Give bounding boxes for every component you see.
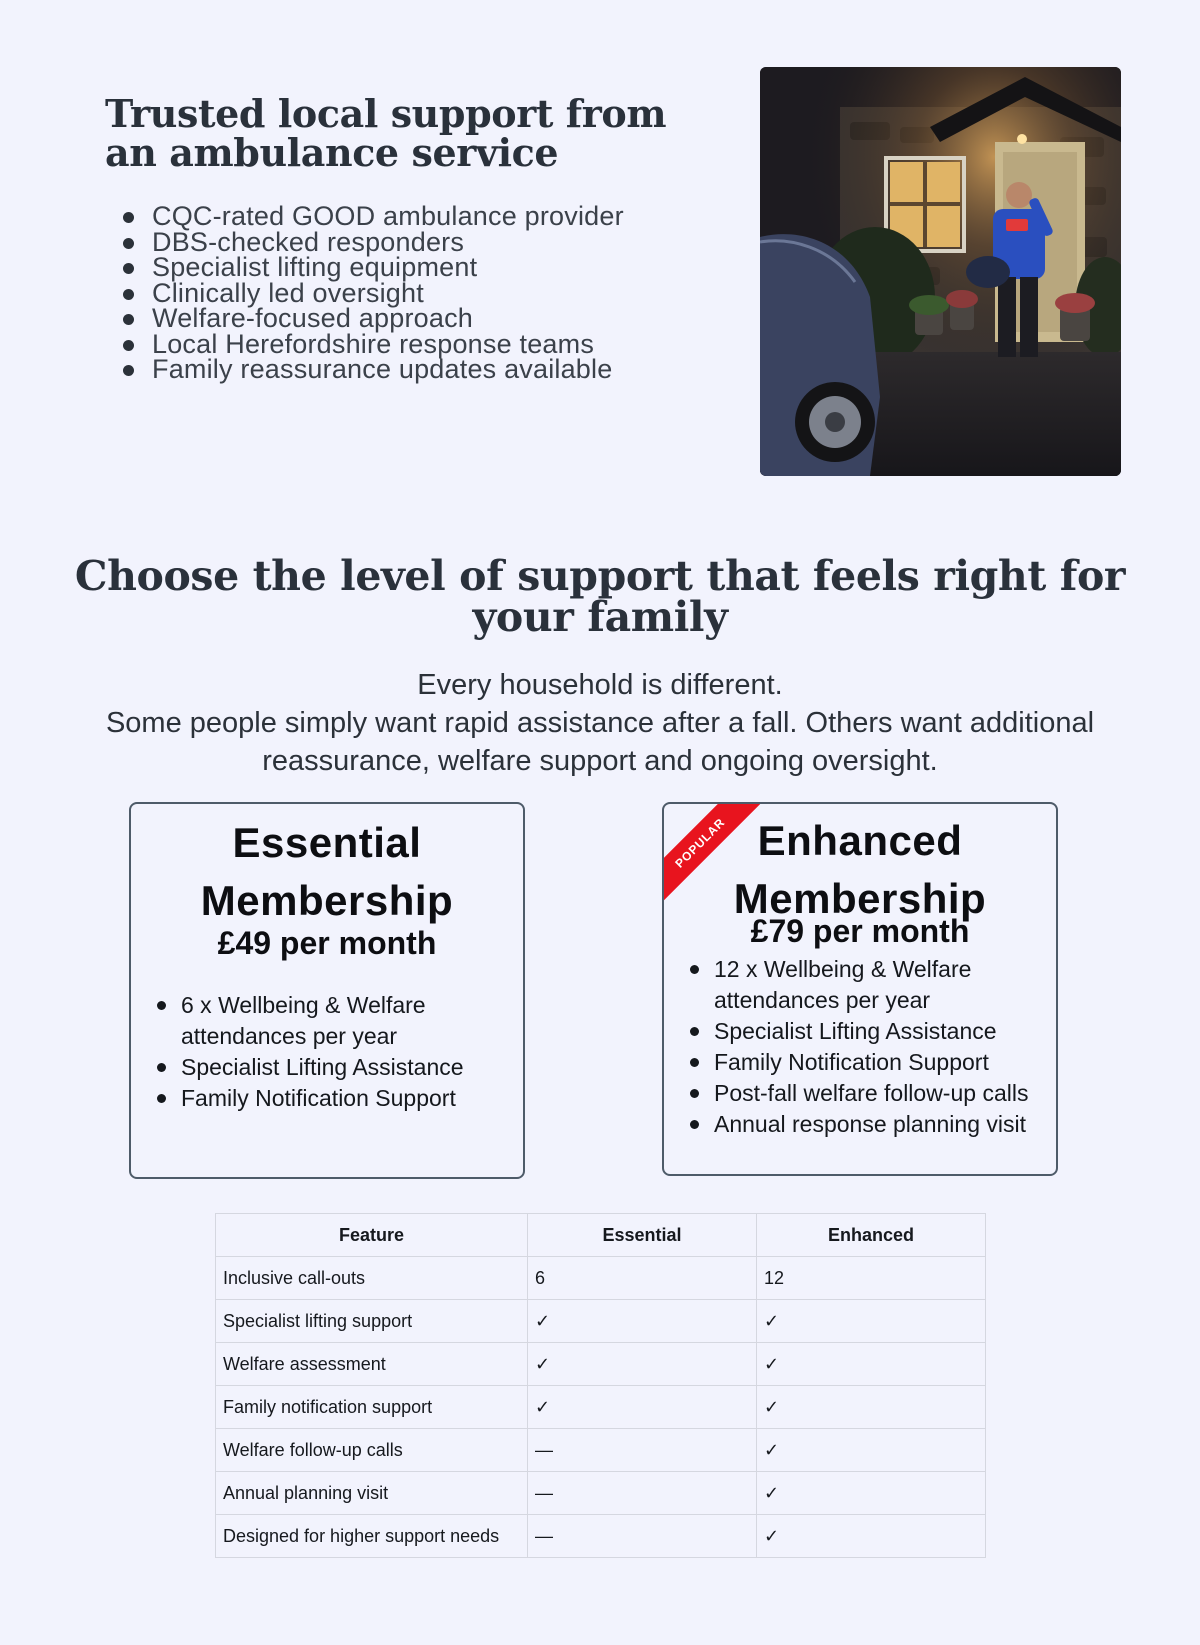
popular-ribbon: POPULAR [662,802,760,903]
table-cell: ✓ [757,1472,986,1515]
trust-points-list [120,201,720,384]
table-row [216,1515,986,1558]
table-row [216,1257,986,1300]
plan-feature: 6 x Wellbeing & Welfare attendances per year [155,990,523,1052]
plans-heading: Choose the level of support that feels right for your family [74,552,1126,641]
table-cell: ✓ [528,1386,757,1429]
table-row [216,1472,986,1515]
table-cell: ✓ [757,1343,986,1386]
table-cell: ✓ [528,1300,757,1343]
plan-feature: Family Notification Support [688,1047,1056,1078]
table-cell: — [528,1472,757,1515]
plan-price: £79 per month [750,913,970,949]
table-cell: Inclusive call-outs [216,1257,528,1300]
column-header: Feature [216,1214,528,1257]
table-cell: 12 [757,1257,986,1300]
table-cell: Specialist lifting support [216,1300,528,1343]
trust-point: CQC-rated GOOD ambulance provider [120,204,720,230]
table-header-row [216,1214,986,1257]
plan-feature: Post-fall welfare follow-up calls [688,1078,1056,1109]
responder-at-door-illustration [760,67,1121,476]
trust-point: Clinically led oversight [120,281,720,307]
table-cell: ✓ [757,1300,986,1343]
plan-name: Enhanced Membership [733,817,987,922]
plans-intro-line: Every household is different. [417,669,783,701]
plan-card-essential[interactable] [129,802,525,1179]
trust-point: Family reassurance updates available [120,357,720,383]
plan-feature: 12 x Wellbeing & Welfare attendances per year [688,954,1056,1016]
plan-features-list [688,954,1056,1140]
plan-price: £49 per month [217,925,437,961]
plan-card-enhanced[interactable] [662,802,1058,1176]
trust-point: Local Herefordshire response teams [120,332,720,358]
column-header: Enhanced [757,1214,986,1257]
table-cell: ✓ [528,1343,757,1386]
plan-feature: Specialist Lifting Assistance [688,1016,1056,1047]
trust-point: DBS-checked responders [120,230,720,256]
table-cell: ✓ [757,1386,986,1429]
trust-heading: Trusted local support from an ambulance service [105,91,667,175]
plan-name: Essential Membership [200,819,454,924]
table-row [216,1300,986,1343]
table-row [216,1429,986,1472]
plan-features-list [155,990,523,1114]
table-cell: Family notification support [216,1386,528,1429]
table-cell: Welfare follow-up calls [216,1429,528,1472]
responder-at-door-photo [760,67,1121,476]
trust-point: Welfare-focused approach [120,306,720,332]
table-cell: ✓ [757,1429,986,1472]
plans-intro-line: Some people simply want rapid assistance after a fall. Others want additional reassurance, welfare support and ongoing oversight. [105,707,1095,777]
plan-feature: Family Notification Support [155,1083,523,1114]
plans-intro [40,666,1160,780]
comparison-table [215,1213,986,1558]
table-row [216,1386,986,1429]
table-cell: 6 [528,1257,757,1300]
column-header: Essential [528,1214,757,1257]
table-cell: — [528,1515,757,1558]
plan-feature: Specialist Lifting Assistance [155,1052,523,1083]
table-cell: — [528,1429,757,1472]
trust-point: Specialist lifting equipment [120,255,720,281]
table-row [216,1343,986,1386]
table-cell: ✓ [757,1515,986,1558]
trust-section [0,0,1200,500]
table-cell: Annual planning visit [216,1472,528,1515]
plan-feature: Annual response planning visit [688,1109,1056,1140]
table-cell: Welfare assessment [216,1343,528,1386]
table-cell: Designed for higher support needs [216,1515,528,1558]
